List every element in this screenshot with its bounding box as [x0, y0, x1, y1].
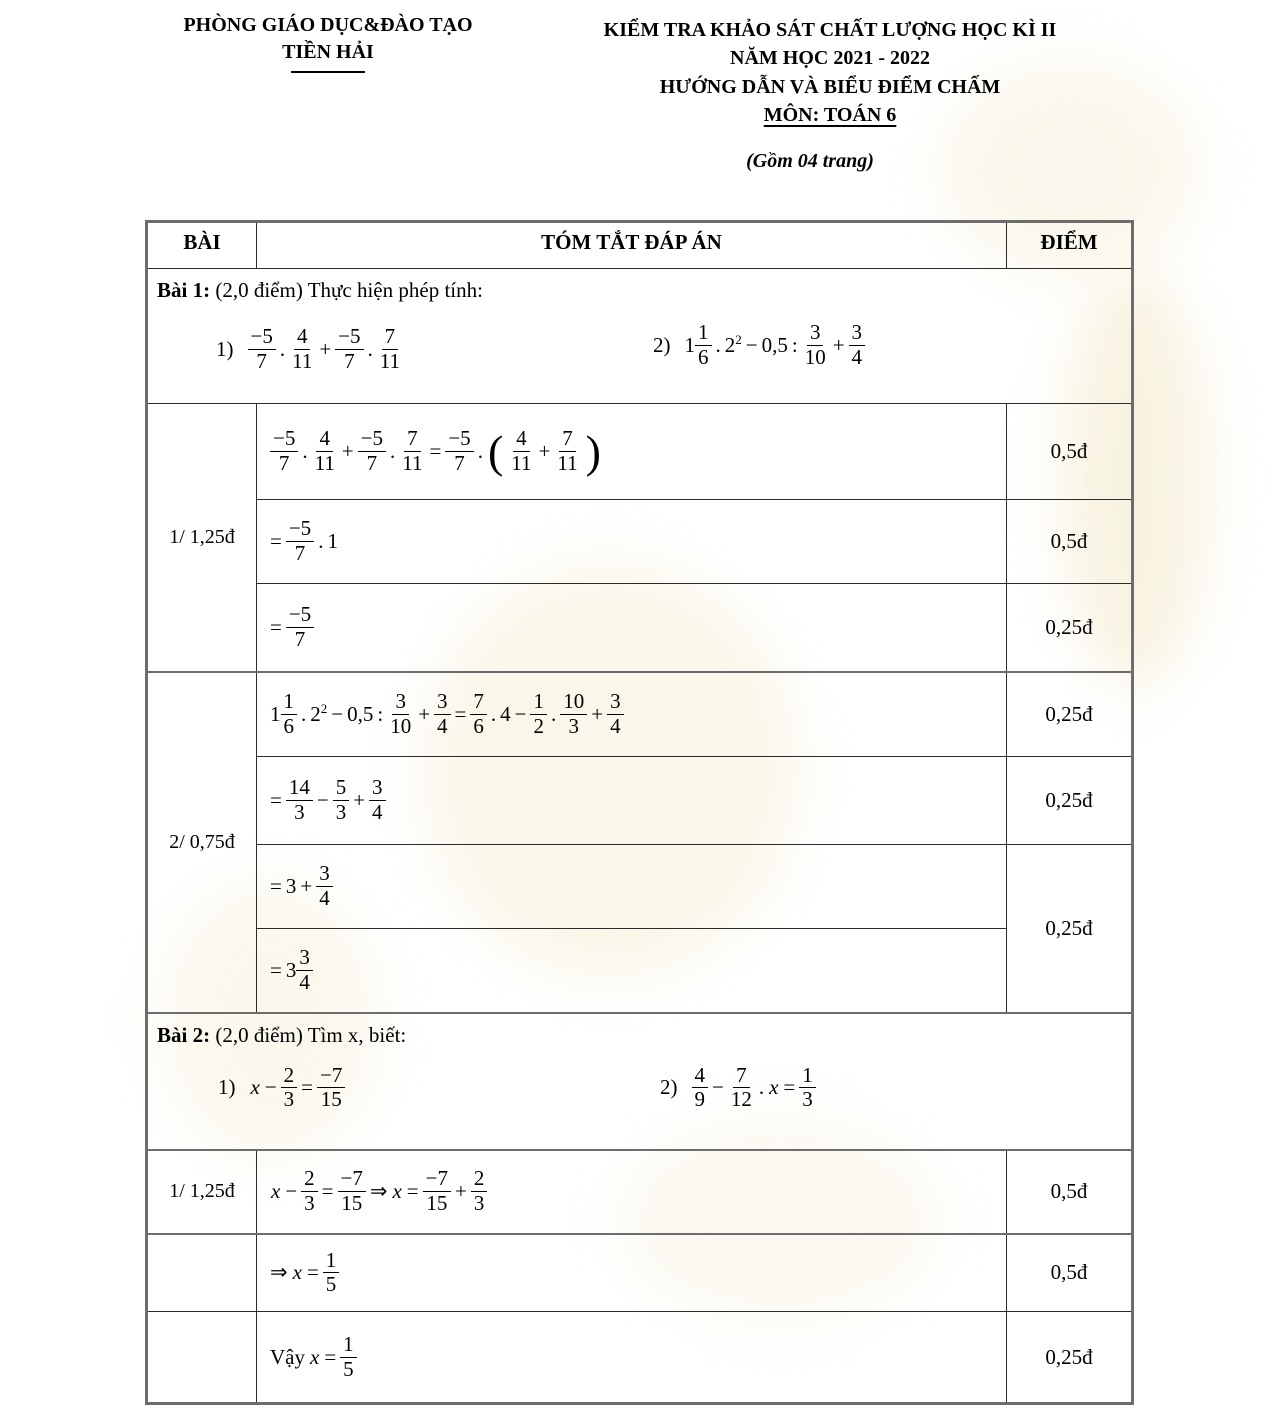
score-cell: 0,5đ	[1007, 1150, 1133, 1234]
bai1-title-text: (2,0 điểm) Thực hiện phép tính:	[210, 278, 483, 302]
bai1-title	[148, 269, 1131, 303]
issuing-office-block	[128, 12, 528, 73]
district-name: TIỀN HẢI	[282, 41, 374, 63]
item-number: 1)	[218, 1075, 236, 1100]
item-number: 1)	[216, 336, 234, 361]
column-header-diem: ĐIỂM	[1007, 222, 1133, 269]
bai2-item2-expression: $\frac{4}{9}$ − $\frac{7}{12}$ . x = $\frac{1}{3}$	[692, 1064, 816, 1112]
answer-step	[257, 929, 1007, 1013]
answer-math: = $\frac{-5}{7}$ . 1	[270, 516, 338, 565]
bai2-title-number: Bài 2:	[157, 1022, 211, 1047]
answer-key-table	[145, 220, 1134, 1405]
score-cell: 0,5đ	[1007, 500, 1133, 584]
answer-math: = 3 + $\frac{3}{4}$	[270, 862, 1006, 910]
answer-math: ⇒ x = $\frac{1}{5}$	[270, 1249, 1006, 1297]
bai2-title	[148, 1014, 1131, 1048]
answer-step	[257, 1234, 1007, 1312]
bai1-statement-cell	[147, 269, 1133, 404]
bai1-title-number: Bài 1:	[157, 278, 211, 302]
bai2-title-text: (2,0 điểm) Tìm x, biết:	[210, 1022, 407, 1047]
bai1-item2-expression: 1 $\frac{1}{6}$ . $2^2$ − 0,5 : $\frac{3}{10}$ + $\frac{3}{4}$	[685, 321, 866, 369]
section3-label: 1/ 1,25đ	[147, 1150, 257, 1234]
bai1-item2	[653, 321, 865, 369]
header-separator-line	[291, 71, 365, 73]
answer-math: 1 $\frac{1}{6}$ . $2^2$ − 0,5 : $\frac{3}{10}$ + $\frac{3}{4}$ = $\frac{7}{6}$ . 4 − $\frac{1}{2}$ . $\frac{10}{3}$ + $\frac{3}{4}$	[270, 690, 1006, 738]
bai1-item1-expression: $\frac{-5}{7}$ . $\frac{4}{11}$ + $\frac{-5}{7}$ . $\frac{7}{11}$	[248, 325, 404, 373]
column-header-bai: BÀI	[147, 222, 257, 269]
answer-math: x − $\frac{2}{3}$ = $\frac{-7}{15}$ ⇒ x = $\frac{-7}{15}$ + $\frac{2}{3}$	[270, 1167, 1006, 1215]
subject-title: MÔN: TOÁN 6	[763, 104, 897, 127]
score-cell: 0,5đ	[1007, 1234, 1133, 1312]
answer-step	[257, 757, 1007, 845]
answer-step	[257, 845, 1007, 929]
answer-step	[257, 404, 1007, 500]
column-header-tom-tat: TÓM TẮT ĐÁP ÁN	[257, 222, 1007, 269]
score-cell: 0,5đ	[1007, 404, 1133, 500]
section1-label: 1/ 1,25đ	[147, 404, 257, 672]
answer-step	[257, 1150, 1007, 1234]
section2-label: 2/ 0,75đ	[147, 672, 257, 1013]
pages-note: (Gồm 04 trang)	[746, 150, 874, 172]
bai2-statement-cell	[147, 1013, 1133, 1150]
score-cell: 0,25đ	[1007, 672, 1133, 757]
bai2-item1	[218, 1064, 345, 1112]
score-cell: 0,25đ	[1007, 1312, 1133, 1404]
answer-math: = $\frac{-5}{7}$	[270, 603, 1006, 651]
bai2-item1-expression: x − $\frac{2}{3}$ = $\frac{-7}{15}$	[250, 1064, 346, 1112]
answer-step	[257, 500, 1007, 584]
answer-step	[257, 1312, 1007, 1404]
score-cell: 0,25đ	[1007, 584, 1133, 672]
guide-title: HƯỚNG DẪN VÀ BIỂU ĐIỂM CHẤM	[659, 75, 1001, 98]
exam-title: KIỂM TRA KHẢO SÁT CHẤT LƯỢNG HỌC KÌ II	[603, 19, 1057, 41]
school-year: NĂM HỌC 2021 - 2022	[730, 47, 930, 70]
answer-math: Vậy x = $\frac{1}{5}$	[270, 1333, 1006, 1381]
item-number: 2)	[660, 1075, 678, 1100]
office-name: PHÒNG GIÁO DỤC&ĐÀO TẠO	[183, 14, 473, 36]
item-number: 2)	[653, 332, 671, 357]
answer-step	[257, 672, 1007, 757]
bai1-item1	[216, 325, 403, 373]
score-cell: 0,25đ	[1007, 757, 1133, 845]
score-cell-merged: 0,25đ	[1007, 845, 1133, 1013]
answer-math: $\frac{-5}{7}$ . $\frac{4}{11}$ + $\frac{-5}{7}$ . $\frac{7}{11}$ = $\frac{-5}{7}$ . ( $\frac{4}{11}$ + $\frac{7}{11}$ )	[270, 427, 1006, 475]
answer-math: = 3 $\frac{3}{4}$	[270, 946, 1006, 994]
empty-label-cell	[147, 1234, 257, 1312]
answer-step	[257, 584, 1007, 672]
exam-title-block	[560, 16, 1100, 130]
empty-label-cell	[147, 1312, 257, 1404]
bai2-item2	[660, 1064, 816, 1112]
answer-math: = $\frac{14}{3}$ − $\frac{5}{3}$ + $\frac{3}{4}$	[270, 776, 1006, 824]
